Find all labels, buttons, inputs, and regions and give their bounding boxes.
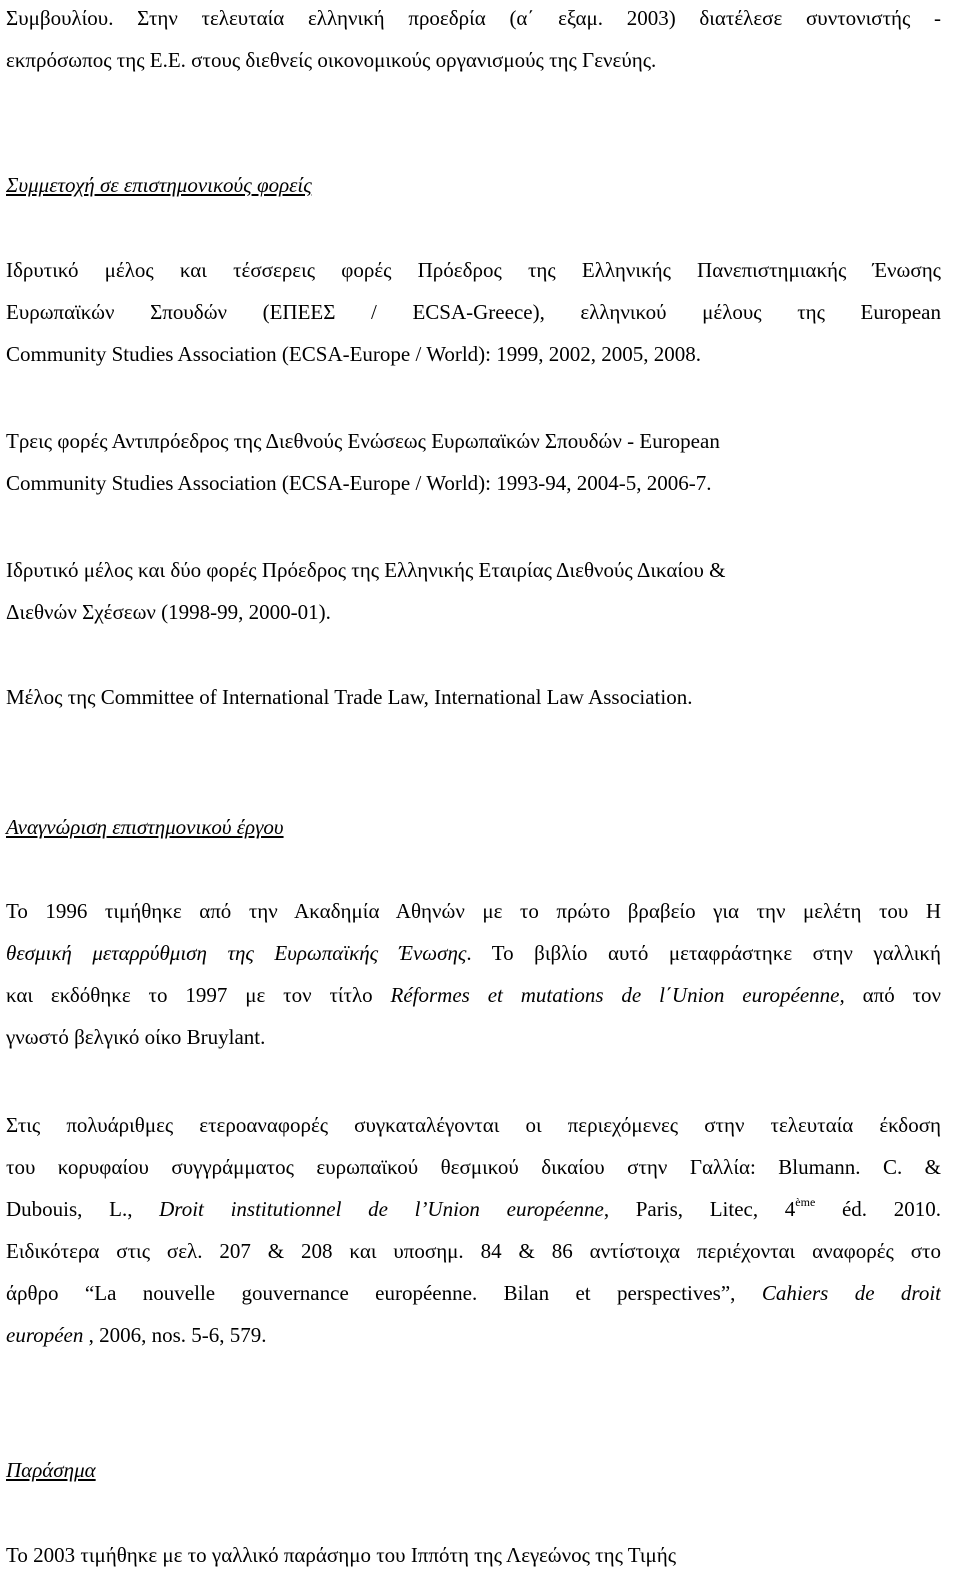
text-line: του κορυφαίου συγγράμματος ευρωπαϊκού θεσμικού δικαίου στην Γαλλία: Blumann. C. & <box>6 1155 941 1179</box>
book-title-french: Réformes et mutations de l΄Union européenne, <box>390 983 845 1007</box>
text-line <box>6 1188 941 1230</box>
membership-paragraph-3 <box>6 549 941 633</box>
text-segment: και εκδόθηκε το 1997 με τον τίτλο <box>6 983 391 1007</box>
text-segment: , Paris, Litec, 4 <box>603 1197 796 1221</box>
text-line: Διεθνών Σχέσεων (1998-99, 2000-01). <box>6 600 331 624</box>
text-line <box>6 932 941 974</box>
text-segment: από τον <box>844 983 941 1007</box>
text-line <box>6 974 941 1016</box>
text-line: Μέλος της Committee of International Trade Law, International Law Association. <box>6 685 693 709</box>
section-heading-membership: Συμμετοχή σε επιστημονικούς φορείς <box>6 173 312 197</box>
book-title: Droit institutionnel de l’Union européenne <box>159 1197 604 1221</box>
text-line: Community Studies Association (ECSA-Europe / World): 1993-94, 2004-5, 2006-7. <box>6 471 712 495</box>
text-segment: Dubouis, L., <box>6 1197 160 1221</box>
section-heading-award: Παράσημα <box>6 1458 96 1482</box>
text-line <box>6 1272 941 1314</box>
membership-paragraph-4 <box>6 676 941 718</box>
text-line: γνωστό βελγικό οίκο Bruylant. <box>6 1025 266 1049</box>
recognition-paragraph-1 <box>6 890 941 1058</box>
journal-title: Cahiers de droit <box>761 1281 941 1305</box>
text-line: Ειδικότερα στις σελ. 207 & 208 και υποσημ. 84 & 86 αντίστοιχα περιέχονται αναφορές στο <box>6 1239 941 1263</box>
text-line: Συμβουλίου. Στην τελευταία ελληνική προεδρία (α΄ εξαμ. 2003) διατέλεσε συντονιστής - <box>6 6 941 30</box>
text-line: Ευρωπαϊκών Σπουδών (ΕΠΕΕΣ / ECSA-Greece), ελληνικού μέλους της European <box>6 300 941 324</box>
membership-paragraph-1 <box>6 249 941 375</box>
text-line: Το 1996 τιμήθηκε από την Ακαδημία Αθηνών με το πρώτο βραβείο για την μελέτη του Η <box>6 899 941 923</box>
text-segment: . Το βιβλίο αυτό μεταφράστηκε στην γαλλική <box>466 941 941 965</box>
journal-title: européen <box>6 1323 84 1347</box>
text-line: εκπρόσωπος της Ε.Ε. στους διεθνείς οικονομικούς οργανισμούς της Γενεύης. <box>6 48 657 72</box>
edition-superscript: ème <box>795 1195 816 1209</box>
text-line: Community Studies Association (ECSA-Europe / World): 1999, 2002, 2005, 2008. <box>6 342 701 366</box>
intro-paragraph <box>6 0 941 81</box>
text-segment: , 2006, nos. 5-6, 579. <box>83 1323 267 1347</box>
award-paragraph <box>6 1534 941 1576</box>
membership-paragraph-2 <box>6 420 941 504</box>
text-line: Το 2003 τιμήθηκε με το γαλλικό παράσημο του Ιππότη της Λεγεώνος της Τιμής <box>6 1543 677 1567</box>
text-segment: éd. 2010. <box>815 1197 941 1221</box>
text-line: Στις πολυάριθμες ετεροαναφορές συγκαταλέγονται οι περιεχόμενες στην τελευταία έκδοση <box>6 1113 941 1137</box>
text-segment: άρθρο “La nouvelle gouvernance européenne. Bilan et perspectives”, <box>6 1281 762 1305</box>
section-heading-recognition: Αναγνώριση επιστημονικού έργου <box>6 815 284 839</box>
text-line: Τρεις φορές Αντιπρόεδρος της Διεθνούς Ενώσεως Ευρωπαϊκών Σπουδών - European <box>6 429 720 453</box>
book-title-greek: θεσμική μεταρρύθμιση της Ευρωπαϊκής Ένωσης <box>6 941 467 965</box>
text-line: Ιδρυτικό μέλος και δύο φορές Πρόεδρος της Ελληνικής Εταιρίας Διεθνούς Δικαίου & <box>6 558 726 582</box>
text-line: Ιδρυτικό μέλος και τέσσερεις φορές Πρόεδρος της Ελληνικής Πανεπιστημιακής Ένωσης <box>6 258 941 282</box>
recognition-paragraph-2 <box>6 1104 941 1356</box>
text-line <box>6 1314 941 1356</box>
